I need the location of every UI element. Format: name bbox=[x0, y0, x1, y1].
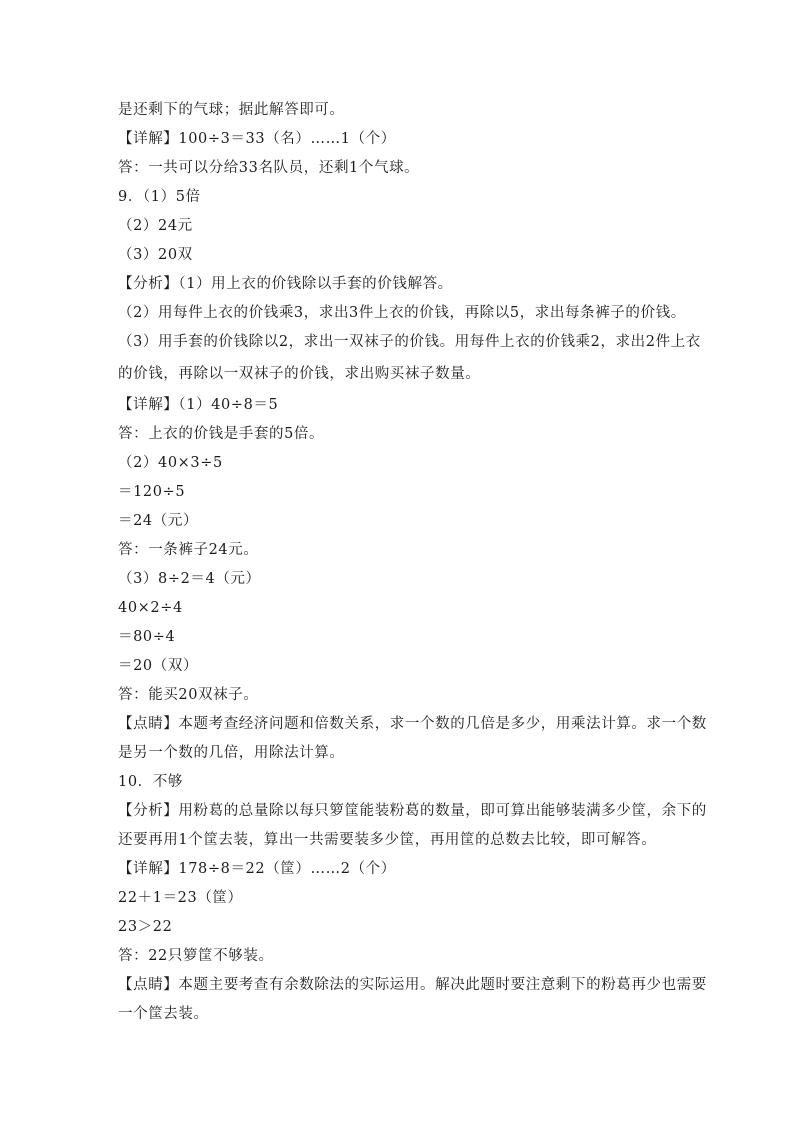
answer-line: （3）20双 bbox=[118, 247, 193, 263]
detail-line: （2）40×3÷5 bbox=[118, 455, 223, 471]
comment-line: 【点睛】本题主要考查有余数除法的实际运用。解决此题时要注意剩下的粉葛再少也需要 bbox=[118, 977, 707, 993]
question-number: 10．不够 bbox=[118, 774, 183, 790]
comment-line: 【点睛】本题考查经济问题和倍数关系，求一个数的几倍是多少，用乘法计算。求一个数 bbox=[118, 716, 707, 732]
detail-line: ＝80÷4 bbox=[118, 629, 176, 645]
detail-line: 22＋1＝23（筐） bbox=[118, 890, 243, 906]
detail-line: （3）8÷2＝4（元） bbox=[118, 571, 261, 587]
detail-line: 答：上衣的价钱是手套的5倍。 bbox=[118, 426, 325, 442]
analysis-line: 【分析】用粉葛的总量除以每只箩筐能装粉葛的数量，即可算出能够装满多少筐，余下的 bbox=[118, 803, 707, 819]
analysis-line: （2）用每件上衣的价钱乘3，求出3件上衣的价钱，再除以5，求出每条裤子的价钱。 bbox=[118, 305, 686, 321]
analysis-line: （3）用手套的价钱除以2，求出一双袜子的价钱。用每件上衣的价钱乘2，求出2件上衣 bbox=[118, 334, 701, 350]
detail-line: 答：22只箩筐不够装。 bbox=[118, 948, 274, 964]
detail-line: 【详解】（1）40÷8＝5 bbox=[118, 397, 279, 413]
detail-line: 答：能买20双袜子。 bbox=[118, 687, 259, 703]
detail-line: 答：一条裤子24元。 bbox=[118, 542, 259, 558]
question-number: 9．（1）5倍 bbox=[118, 189, 201, 205]
comment-line: 是另一个数的几倍，用除法计算。 bbox=[118, 745, 345, 761]
analysis-line: 的价钱，再除以一双袜子的价钱，求出购买袜子数量。 bbox=[118, 366, 481, 382]
text-line: 【详解】100÷3＝33（名）……1（个） bbox=[118, 131, 396, 147]
detail-line: ＝24（元） bbox=[118, 513, 199, 529]
analysis-line: 【分析】（1）用上衣的价钱除以手套的价钱解答。 bbox=[118, 276, 453, 292]
detail-line: 40×2÷4 bbox=[118, 600, 183, 616]
text-line: 是还剩下的气球；据此解答即可。 bbox=[118, 102, 345, 118]
answer-line: （2）24元 bbox=[118, 218, 193, 234]
text-line: 答：一共可以分给33名队员，还剩1个气球。 bbox=[118, 160, 420, 176]
detail-line: 23＞22 bbox=[118, 919, 173, 935]
detail-line: ＝20（双） bbox=[118, 658, 199, 674]
comment-line: 一个筐去装。 bbox=[118, 1006, 209, 1022]
detail-line: ＝120÷5 bbox=[118, 484, 186, 500]
detail-line: 【详解】178÷8＝22（筐）……2（个） bbox=[118, 861, 396, 877]
document-body bbox=[118, 96, 707, 1029]
analysis-line: 还要再用1个筐去装，算出一共需要装多少筐，再用筐的总数去比较，即可解答。 bbox=[118, 832, 657, 848]
